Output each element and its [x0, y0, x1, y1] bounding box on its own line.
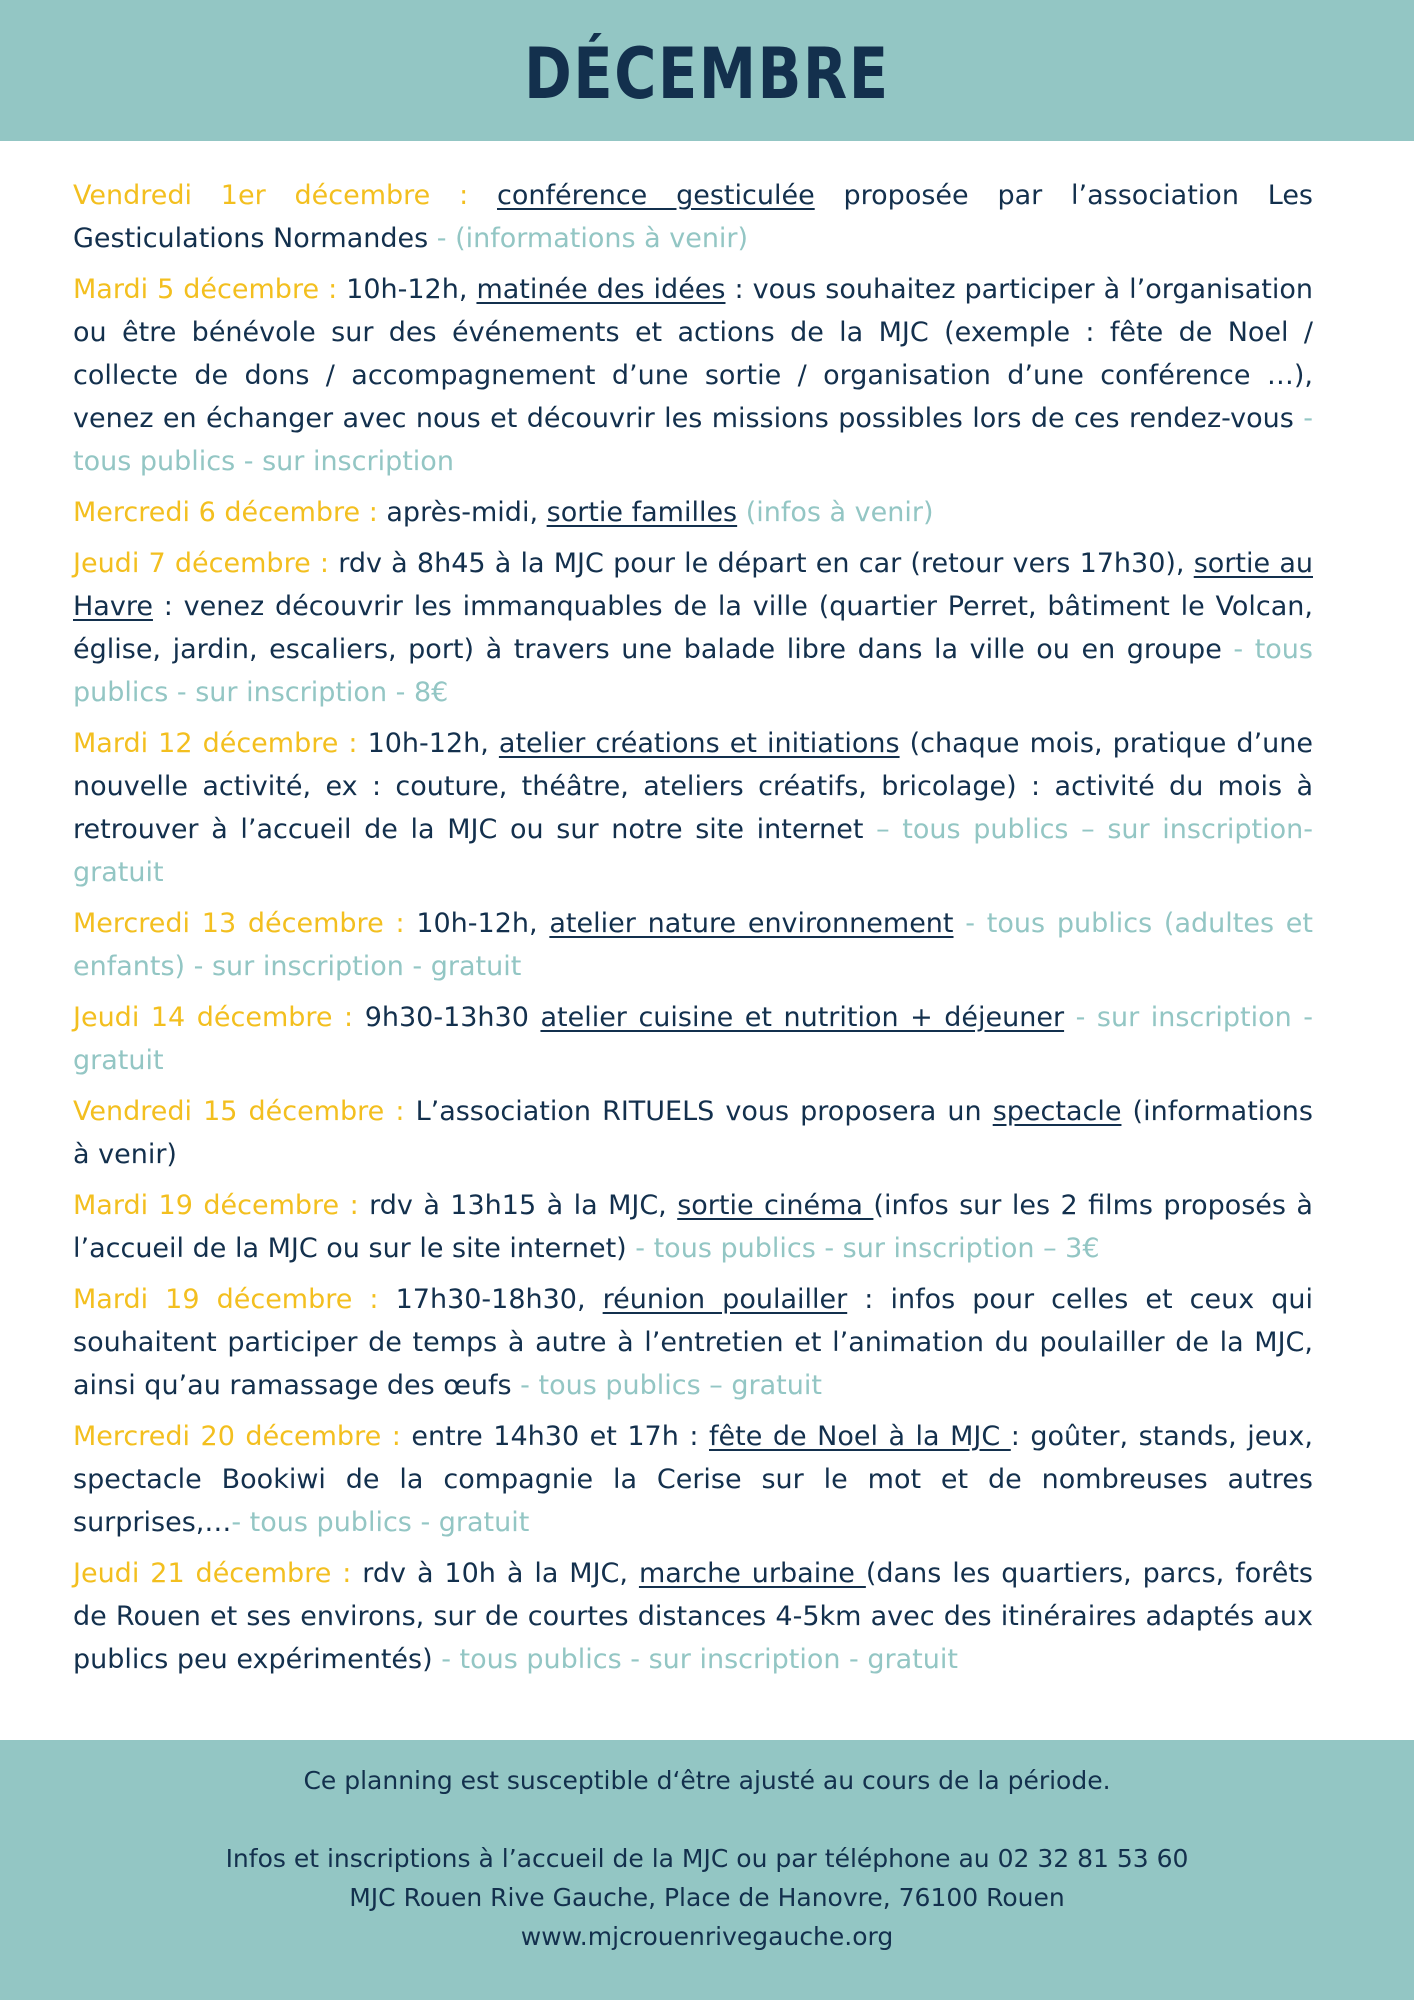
event-description: [737, 497, 746, 528]
event-note: - tous publics - sur inscription – 3€: [626, 1233, 1100, 1264]
event-entry: [73, 174, 1313, 260]
event-note: - tous publics - sur inscription - 8€: [73, 634, 1313, 708]
event-time: 10h-12h,: [416, 908, 550, 939]
planning-disclaimer: Ce planning est susceptible d‘être ajusté au cours de la période.: [303, 1766, 1111, 1795]
event-description: proposée par l’association Les Gesticulations Normandes: [73, 180, 1313, 254]
event-activity: sortie au Havre: [73, 548, 1313, 622]
event-description: : goûter, stands, jeux, spectacle Bookiwi de la compagnie la Cerise sur le mot et de nombreuses autres surprises,…: [73, 1421, 1313, 1538]
event-description: (informations à venir): [73, 1096, 1313, 1170]
event-note: - tous publics - sur inscription - gratuit: [432, 1644, 958, 1675]
event-activity: fête de Noel à la MJC: [709, 1421, 1011, 1452]
event-description: : vous souhaitez participer à l’organisation ou être bénévole sur des événements et actions de la MJC (exemple : fête de Noel / collecte de dons / accompagnement d’une sortie / organisation d’une conférence …), venez en échanger avec nous et découvrir les missions possibles lors de ces rendez-vous: [73, 274, 1313, 434]
event-time: après-midi,: [386, 497, 547, 528]
event-entry: [73, 542, 1313, 714]
event-entry: [73, 1415, 1313, 1544]
event-description: (chaque mois, pratique d’une nouvelle activité, ex : couture, théâtre, ateliers créatifs, bricolage) : activité du mois à retrouver à l’accueil de la MJC ou sur notre site internet: [73, 728, 1313, 845]
event-activity: réunion poulailler: [602, 1284, 848, 1315]
event-date: Mardi 5 décembre :: [73, 274, 347, 305]
event-date: Mercredi 6 décembre :: [73, 497, 387, 528]
event-time: entre 14h30 et 17h :: [411, 1421, 709, 1452]
event-description: : venez découvrir les immanquables de la ville (quartier Perret, bâtiment le Volcan, église, jardin, escaliers, port) à travers une balade libre dans la ville ou en groupe: [73, 591, 1313, 665]
event-note: - tous publics (adultes et enfants) - sur inscription - gratuit: [73, 908, 1313, 982]
event-entry: [73, 722, 1313, 894]
event-time: rdv à 8h45 à la MJC pour le départ en car (retour vers 17h30),: [338, 548, 1194, 579]
event-time: 10h-12h,: [346, 274, 477, 305]
event-activity: matinée des idées: [476, 274, 726, 305]
event-date: Vendredi 1er décembre :: [73, 180, 498, 211]
event-time: 9h30-13h30: [364, 1002, 541, 1033]
event-date: Mardi 12 décembre :: [73, 728, 368, 759]
event-entry: [73, 268, 1313, 483]
page-header: [0, 0, 1414, 141]
event-time: 10h-12h,: [367, 728, 499, 759]
event-description: (infos sur les 2 films proposés à l’accueil de la MJC ou sur le site internet): [73, 1190, 1313, 1264]
event-entry: [73, 996, 1313, 1082]
event-activity: spectacle: [992, 1096, 1122, 1127]
event-entry: [73, 1090, 1313, 1176]
event-activity: atelier cuisine et nutrition + déjeuner: [540, 1002, 1065, 1033]
event-activity: sortie cinéma: [677, 1190, 874, 1221]
page-title: DÉCEMBRE: [524, 32, 890, 115]
event-time: L’association RITUELS vous proposera un: [415, 1096, 993, 1127]
event-date: Vendredi 15 décembre :: [73, 1096, 416, 1127]
event-date: Jeudi 21 décembre :: [73, 1558, 363, 1589]
event-date: Mercredi 20 décembre :: [73, 1421, 412, 1452]
event-note: - tous publics – gratuit: [511, 1370, 822, 1401]
event-activity: conférence gesticulée: [497, 180, 815, 211]
event-date: Mercredi 13 décembre :: [73, 908, 417, 939]
event-description: (dans les quartiers, parcs, forêts de Rouen et ses environs, sur de courtes distances 4-5km avec des itinéraires adaptés aux publics peu expérimentés): [73, 1558, 1313, 1675]
event-date: Mardi 19 décembre :: [73, 1190, 370, 1221]
event-note: - tous publics - sur inscription: [73, 403, 1314, 477]
event-entry: [73, 1552, 1313, 1681]
event-entry: [73, 1184, 1313, 1270]
event-note: - tous publics - gratuit: [231, 1507, 530, 1538]
event-activity: atelier créations et initiations: [498, 728, 900, 759]
event-date: Jeudi 7 décembre :: [73, 548, 339, 579]
event-date: Jeudi 14 décembre :: [73, 1002, 365, 1033]
event-time: rdv à 10h à la MJC,: [362, 1558, 639, 1589]
event-activity: atelier nature environnement: [549, 908, 954, 939]
event-description: : infos pour celles et ceux qui souhaitent participer de temps à autre à l’entretien et l’animation du poulailler de la MJC, ainsi qu’au ramassage des œufs: [73, 1284, 1313, 1401]
event-note: – tous publics – sur inscription- gratuit: [73, 814, 1313, 888]
event-entry: [73, 902, 1313, 988]
event-time: rdv à 13h15 à la MJC,: [369, 1190, 678, 1221]
events-list: [73, 174, 1313, 1689]
event-note: (infos à venir): [745, 497, 934, 528]
event-entry: [73, 491, 1313, 534]
website: www.mjcrouenrivegauche.org: [520, 1922, 894, 1951]
address: MJC Rouen Rive Gauche, Place de Hanovre, 76100 Rouen: [349, 1883, 1065, 1912]
event-note: - sur inscription - gratuit: [73, 1002, 1313, 1076]
event-note: - (informations à venir): [436, 223, 749, 254]
event-activity: sortie familles: [546, 497, 738, 528]
event-entry: [73, 1278, 1313, 1407]
contact-info: Infos et inscriptions à l’accueil de la MJC ou par téléphone au 02 32 81 53 60: [225, 1844, 1189, 1873]
event-time: 17h30-18h30,: [395, 1284, 603, 1315]
page-footer: [0, 1740, 1414, 2000]
event-date: Mardi 19 décembre :: [73, 1284, 396, 1315]
event-activity: marche urbaine: [638, 1558, 866, 1589]
